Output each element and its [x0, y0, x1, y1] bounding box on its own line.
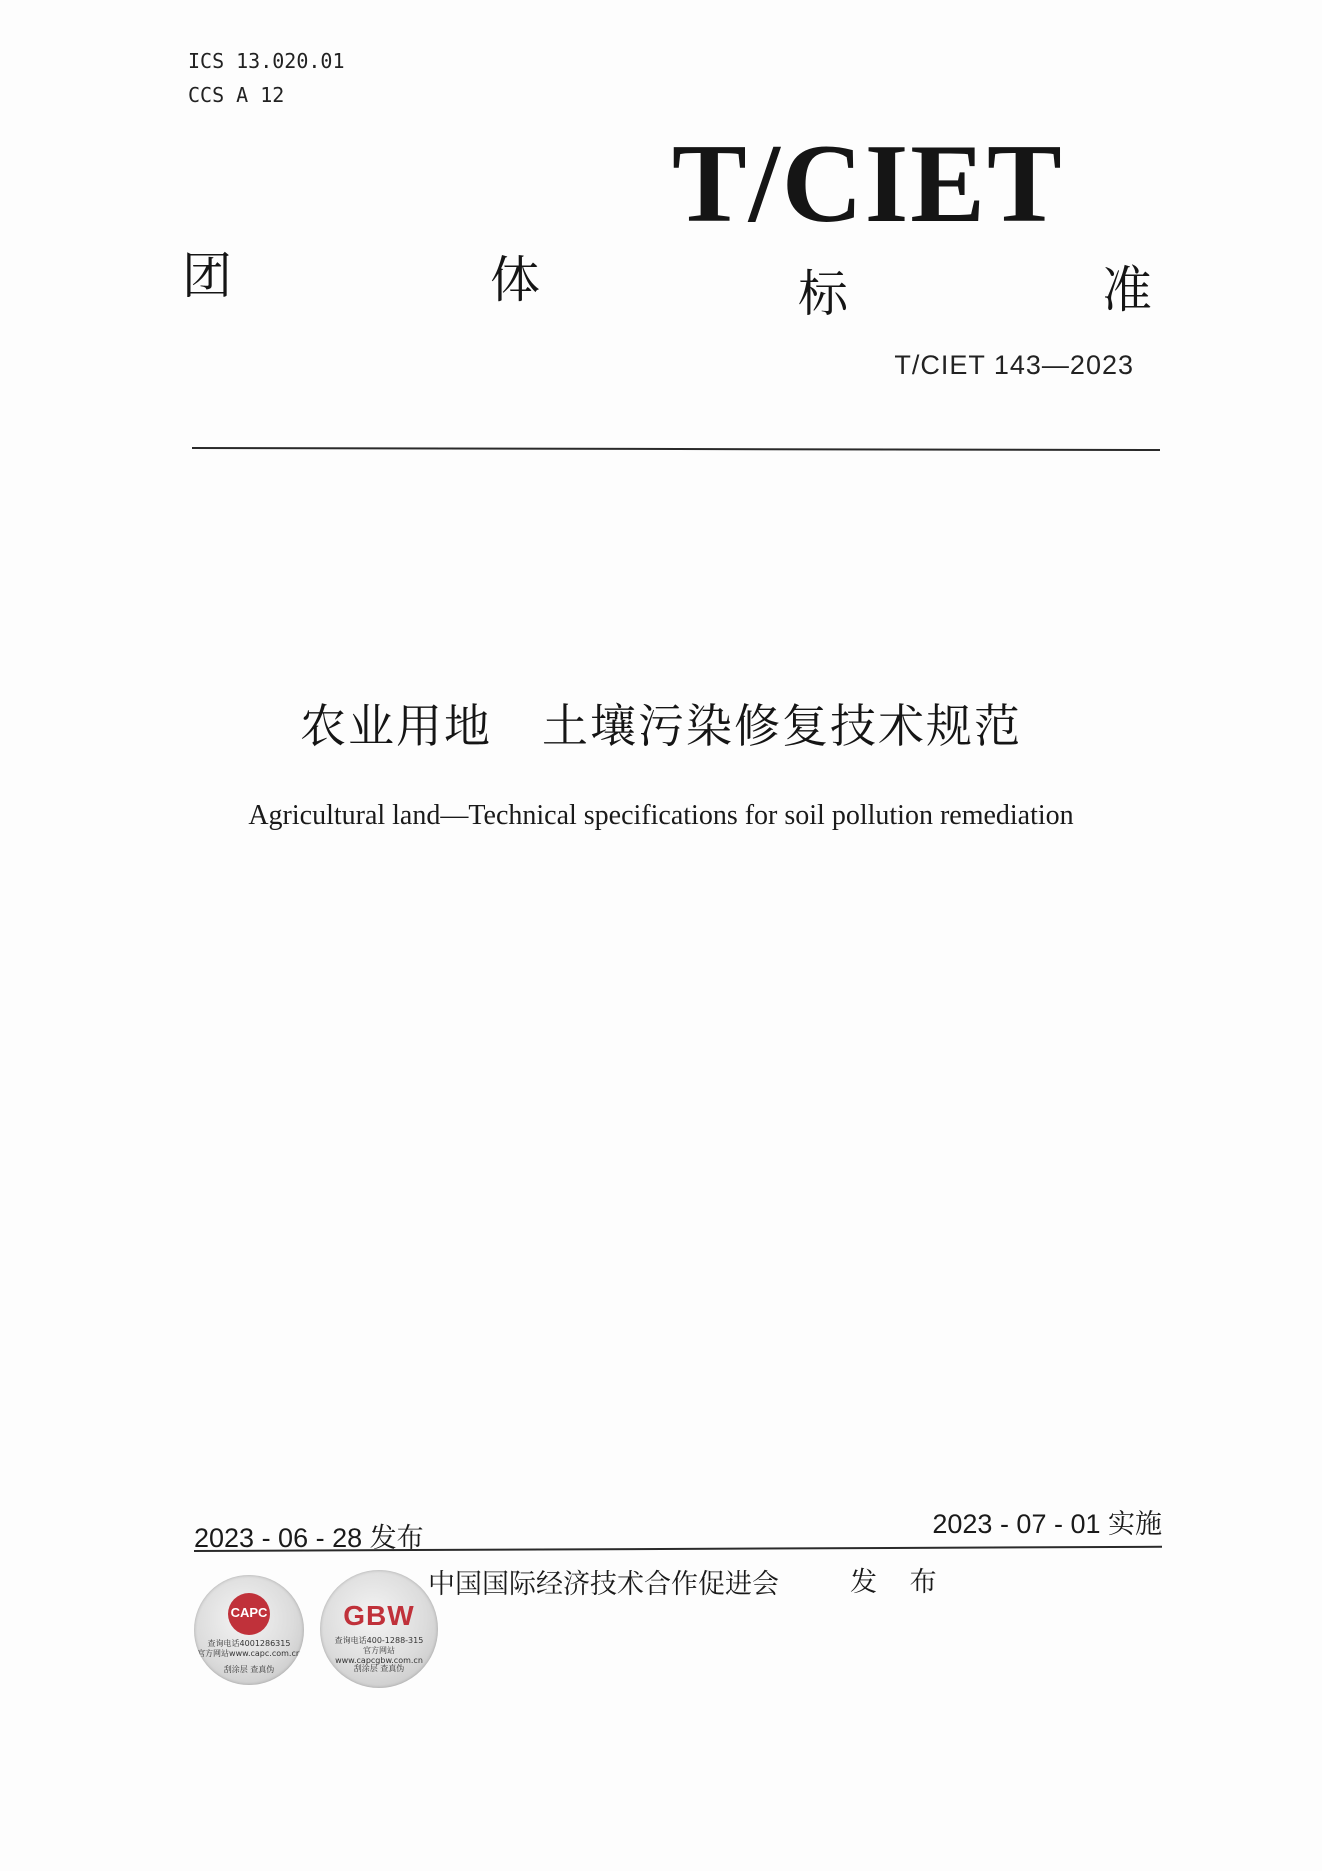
- gbw-anti-counterfeit-seal: [320, 1570, 438, 1688]
- capc-seal-line: 官方网站www.capc.com.cn: [197, 1649, 301, 1658]
- ccs-value: A 12: [236, 83, 285, 107]
- implementation-date: 2023 - 07 - 01 实施: [932, 1509, 1162, 1539]
- publish-label: 发 布: [850, 1567, 949, 1598]
- ics-value: 13.020.01: [236, 49, 345, 73]
- capc-seal-line: 查询电话4001286315: [207, 1639, 291, 1648]
- standard-type-char: 团: [182, 247, 232, 305]
- ccs-code: [188, 78, 357, 112]
- standard-type-char: 体: [490, 251, 540, 309]
- chinese-title-part1: 农业用地: [300, 699, 492, 753]
- chinese-title-part2: 土壤污染修复技术规范: [542, 699, 1022, 753]
- capc-logo-text: CAPC: [230, 1605, 268, 1620]
- capc-seal-line: 刮涂层 查真伪: [223, 1665, 275, 1674]
- publisher-name: 中国国际经济技术合作促进会: [428, 1569, 779, 1600]
- header-divider: [192, 447, 1160, 451]
- ics-code: [188, 44, 357, 78]
- gbw-logo-text: GBW: [343, 1600, 415, 1631]
- standard-number: T/CIET 143—2023: [894, 350, 1134, 380]
- gbw-seal-line: 官方网站www.capcgbw.com.cn: [335, 1646, 423, 1665]
- standard-type-char: 标: [798, 265, 848, 323]
- classification-codes: [188, 44, 357, 112]
- brand-logo-text: T/CIET: [672, 122, 1064, 246]
- issue-date: 2023 - 06 - 28 发布: [194, 1523, 424, 1553]
- ccs-label: CCS: [188, 83, 225, 107]
- gbw-seal-line: 刮涂层 查真伪: [353, 1664, 405, 1673]
- standard-type-char: 准: [1102, 261, 1152, 319]
- gbw-seal-line: 查询电话400-1288-315: [334, 1636, 424, 1645]
- english-title: Agricultural land—Technical specifications for soil pollution remediation: [248, 800, 1074, 831]
- ics-label: ICS: [188, 49, 225, 73]
- chinese-title: [0, 690, 1322, 756]
- standard-type-heading: [180, 236, 1160, 323]
- capc-anti-counterfeit-seal: [194, 1575, 304, 1685]
